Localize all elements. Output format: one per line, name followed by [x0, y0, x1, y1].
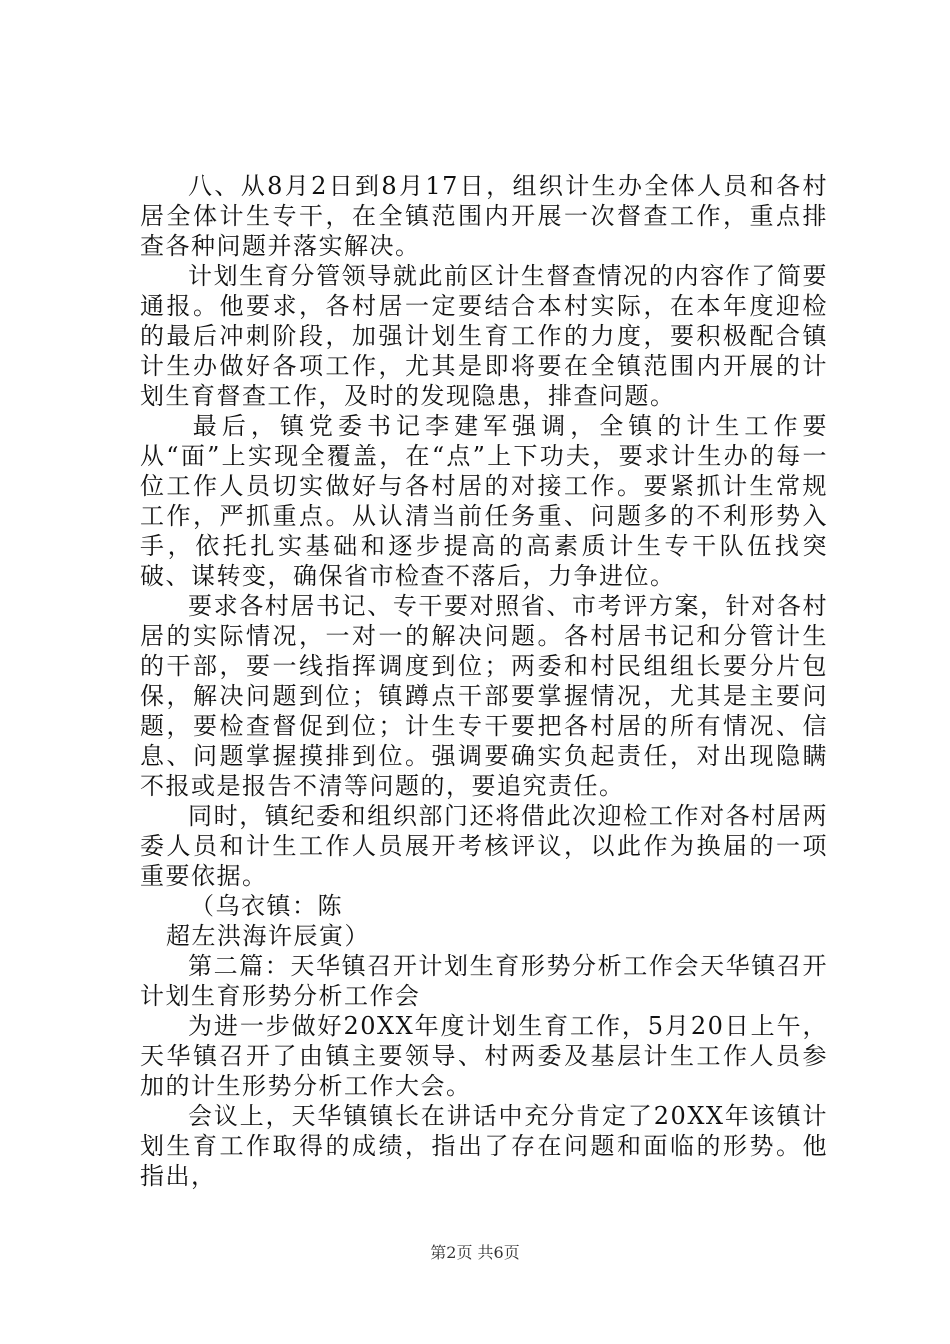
document-body — [140, 171, 828, 1191]
paragraph-inspection-schedule: 八、从8月2日到8月17日，组织计生办全体人员和各村居全体计生专干，在全镇范围内开展一次督查工作，重点排查各种问题并落实解决。 — [140, 172, 828, 260]
paragraph-leader-report: 计划生育分管领导就此前区计生督查情况的内容作了简要通报。他要求，各村居一定要结合本村实际，在本年度迎检的最后冲刺阶段，加强计划生育工作的力度，要积极配合镇计生办做好各项工作，尤其是即将要在全镇范围内开展的计划生育督查工作，及时的发现隐患，排查问题。 — [140, 262, 828, 410]
signature-line-1: （乌衣镇：陈 — [190, 892, 343, 920]
paragraph-second-article-title: 第二篇：天华镇召开计划生育形势分析工作会天华镇召开计划生育形势分析工作会 — [140, 952, 828, 1010]
paragraph-second-article-meeting: 会议上，天华镇镇长在讲话中充分肯定了20XX年该镇计划生育工作取得的成绩，指出了存在问题和面临的形势。他指出， — [140, 1102, 828, 1190]
page-number-footer: 第2页 共6页 — [430, 1243, 520, 1262]
paragraph-assessment: 同时，镇纪委和组织部门还将借此次迎检工作对各村居两委人员和计生工作人员展开考核评议，以此作为换届的一项重要依据。 — [140, 802, 828, 890]
paragraph-village-requirements: 要求各村居书记、专干要对照省、市考评方案，针对各村居的实际情况，一对一的解决问题。各村居书记和分管计生的干部，要一线指挥调度到位；两委和村民组组长要分片包保，解决问题到位；镇蹲点干部要掌握情况，尤其是主要问题，要检查督促到位；计生专干要把各村居的所有情况、信息、问题掌握摸排到位。强调要确实负起责任，对出现隐瞒不报或是报告不清等问题的，要追究责任。 — [140, 592, 828, 800]
paragraph-secretary-emphasis: 最后，镇党委书记李建军强调，全镇的计生工作要从“面”上实现全覆盖，在“点”上下功夫，要求计生办的每一位工作人员切实做好与各村居的对接工作。要紧抓计生常规工作，严抓重点。从认清当前任务重、问题多的不利形势入手，依托扎实基础和逐步提高的高素质计生专干队伍找突破、谋转变，确保省市检查不落后，力争进位。 — [140, 412, 828, 590]
signature-line-2: 超左洪海许辰寅） — [166, 922, 370, 950]
paragraph-second-article-intro: 为进一步做好20XX年度计划生育工作，5月20日上午，天华镇召开了由镇主要领导、村两委及基层计生工作人员参加的计生形势分析工作大会。 — [140, 1012, 828, 1100]
